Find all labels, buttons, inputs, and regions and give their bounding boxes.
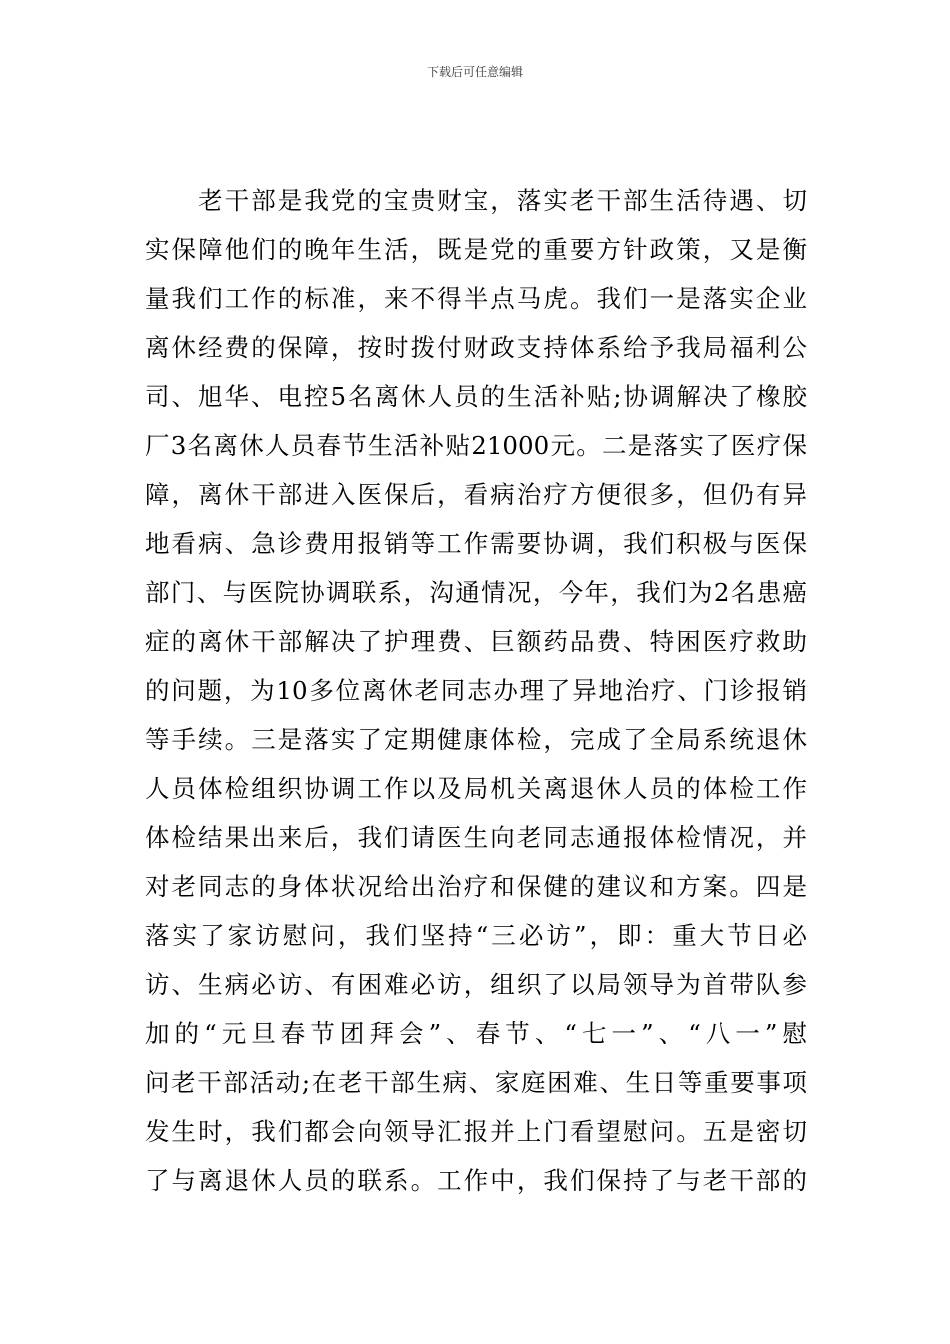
document-body bbox=[145, 176, 807, 1205]
page-header: 下载后可任意编辑 bbox=[426, 65, 523, 79]
text-line: 障，离休干部进入医保后，看病治疗方便很多，但仍有异 bbox=[145, 480, 807, 509]
text-line: 司、旭华、电控5名离休人员的生活补贴;协调解决了橡胶 bbox=[145, 382, 807, 411]
text-line: 问老干部活动;在老干部生病、家庭困难、生日等重要事项 bbox=[145, 1068, 807, 1097]
text-line: 老干部是我党的宝贵财宝，落实老干部生活待遇、切 bbox=[145, 186, 807, 215]
text-line: 落实了家访慰问，我们坚持“三必访”，即：重大节日必 bbox=[145, 921, 807, 950]
text-line: 发生时，我们都会向领导汇报并上门看望慰问。五是密切 bbox=[145, 1117, 807, 1146]
text-line: 地看病、急诊费用报销等工作需要协调，我们积极与医保 bbox=[145, 529, 807, 558]
text-line: 访、生病必访、有困难必访，组织了以局领导为首带队参 bbox=[145, 970, 807, 999]
text-line: 了与离退休人员的联系。工作中，我们保持了与老干部的 bbox=[145, 1166, 807, 1195]
text-line: 的问题，为10多位离休老同志办理了异地治疗、门诊报销 bbox=[145, 676, 807, 705]
text-line: 实保障他们的晚年生活，既是党的重要方针政策，又是衡 bbox=[145, 235, 807, 264]
text-line: 体检结果出来后，我们请医生向老同志通报体检情况，并 bbox=[145, 823, 807, 852]
text-line: 加的“元旦春节团拜会”、春节、“七一”、“八一”慰 bbox=[145, 1019, 807, 1048]
text-line: 对老同志的身体状况给出治疗和保健的建议和方案。四是 bbox=[145, 872, 807, 901]
text-line: 厂3名离休人员春节生活补贴21000元。二是落实了医疗保 bbox=[145, 431, 807, 460]
text-line: 症的离休干部解决了护理费、巨额药品费、特困医疗救助 bbox=[145, 627, 807, 656]
text-line: 离休经费的保障，按时拨付财政支持体系给予我局福利公 bbox=[145, 333, 807, 362]
text-line: 部门、与医院协调联系，沟通情况，今年，我们为2名患癌 bbox=[145, 578, 807, 607]
text-line: 人员体检组织协调工作以及局机关离退休人员的体检工作 bbox=[145, 774, 807, 803]
text-line: 量我们工作的标准，来不得半点马虎。我们一是落实企业 bbox=[145, 284, 807, 313]
text-line: 等手续。三是落实了定期健康体检，完成了全局系统退休 bbox=[145, 725, 807, 754]
